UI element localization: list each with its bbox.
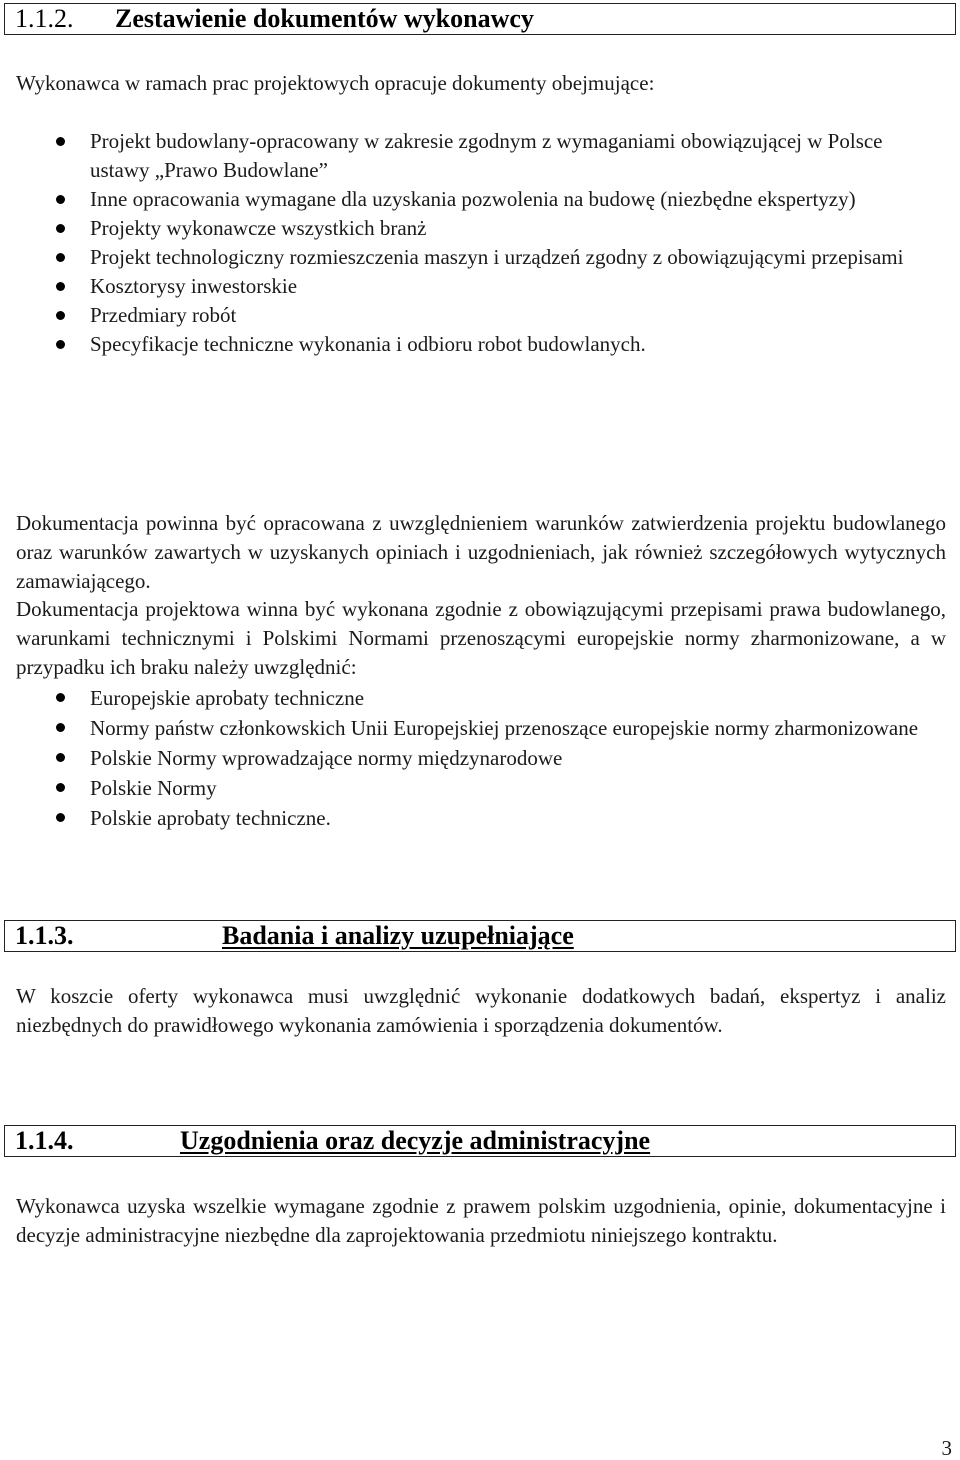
agreements-paragraph: Wykonawca uzyska wszelkie wymagane zgodnie z prawem polskim uzgodnienia, opinie, dokumentacyjne i decyzje administracyjne niezbędne dla zaprojektowania przedmiotu niniejszego kontraktu. (16, 1194, 946, 1247)
section-title: Badania i analizy uzupełniające (222, 921, 574, 950)
section-heading-1-1-2 (4, 3, 956, 35)
bullet-icon (56, 282, 65, 291)
list-item (0, 713, 940, 743)
documentation-paragraph-2: Dokumentacja projektowa winna być wykonana zgodnie z obowiązującymi przepisami prawa budowlanego, warunkami technicznymi i Polskimi Normami przenoszącymi europejskie normy zharmonizowane, a w przypadku ich braku należy uwzględnić: (16, 597, 946, 679)
list-item-text: Przedmiary robót (90, 303, 237, 327)
documentation-paragraph-1: Dokumentacja powinna być opracowana z uwzględnieniem warunków zatwierdzenia projektu budowlanego oraz warunków zawartych w uzyskanych opiniach i uzgodnieniach, jak również szczegółowych wytycznych zamawiającego. (16, 511, 946, 593)
bullet-icon (56, 753, 65, 762)
section-number: 1.1.4. (15, 1126, 74, 1155)
bullet-icon (56, 137, 65, 146)
list-item-text: Polskie Normy wprowadzające normy międzynarodowe (90, 746, 563, 770)
list-item (0, 243, 940, 272)
list-item (0, 743, 940, 773)
standards-list (0, 683, 940, 833)
list-item-text: Projekt technologiczny rozmieszczenia maszyn i urządzeń zgodny z obowiązującymi przepisami (90, 245, 904, 269)
list-item (0, 185, 940, 214)
list-item-text: Specyfikacje techniczne wykonania i odbioru robot budowlanych. (90, 332, 646, 356)
list-item-text: Inne opracowania wymagane dla uzyskania pozwolenia na budowę (niezbędne ekspertyzy) (90, 187, 856, 211)
section-heading-1-1-4 (4, 1125, 956, 1157)
section-title: Uzgodnienia oraz decyzje administracyjne (180, 1126, 651, 1155)
documents-list (0, 127, 940, 359)
list-item-text: Normy państw członkowskich Unii Europejskiej przenoszące europejskie normy zharmonizowane (90, 716, 919, 740)
section-number: 1.1.3. (15, 921, 74, 950)
list-item-text: Projekt budowlany-opracowany w zakresie zgodnym z wymaganiami obowiązującej w Polsce ustawy „Prawo Budowlane” (90, 129, 883, 182)
bullet-icon (56, 723, 65, 732)
list-item-text: Projekty wykonawcze wszystkich branż (90, 216, 427, 240)
research-paragraph: W koszcie oferty wykonawca musi uwzględnić wykonanie dodatkowych badań, ekspertyz i analiz niezbędnych do prawidłowego wykonania zamówienia i sporządzenia dokumentów. (16, 984, 946, 1037)
bullet-icon (56, 311, 65, 320)
section-heading-1-1-3 (4, 920, 956, 952)
list-item-text: Kosztorysy inwestorskie (90, 274, 298, 298)
list-item (0, 127, 940, 185)
bullet-icon (56, 195, 65, 204)
list-item (0, 272, 940, 301)
bullet-icon (56, 340, 65, 349)
section-title: Zestawienie dokumentów wykonawcy (115, 4, 534, 33)
bullet-icon (56, 253, 65, 262)
bullet-icon (56, 783, 65, 792)
list-item (0, 301, 940, 330)
bullet-icon (56, 224, 65, 233)
list-item (0, 773, 940, 803)
page-number: 3 (941, 1436, 952, 1460)
bullet-icon (56, 813, 65, 822)
list-item-text: Polskie Normy (90, 776, 217, 800)
list-item (0, 330, 940, 359)
list-item (0, 214, 940, 243)
list-item-text: Europejskie aprobaty techniczne (90, 686, 365, 710)
list-item (0, 683, 940, 713)
list-item-text: Polskie aprobaty techniczne. (90, 806, 331, 830)
bullet-icon (56, 693, 65, 702)
section-number: 1.1.2. (15, 4, 74, 33)
list-item (0, 803, 940, 833)
intro-paragraph: Wykonawca w ramach prac projektowych opracuje dokumenty obejmujące: (16, 71, 655, 95)
